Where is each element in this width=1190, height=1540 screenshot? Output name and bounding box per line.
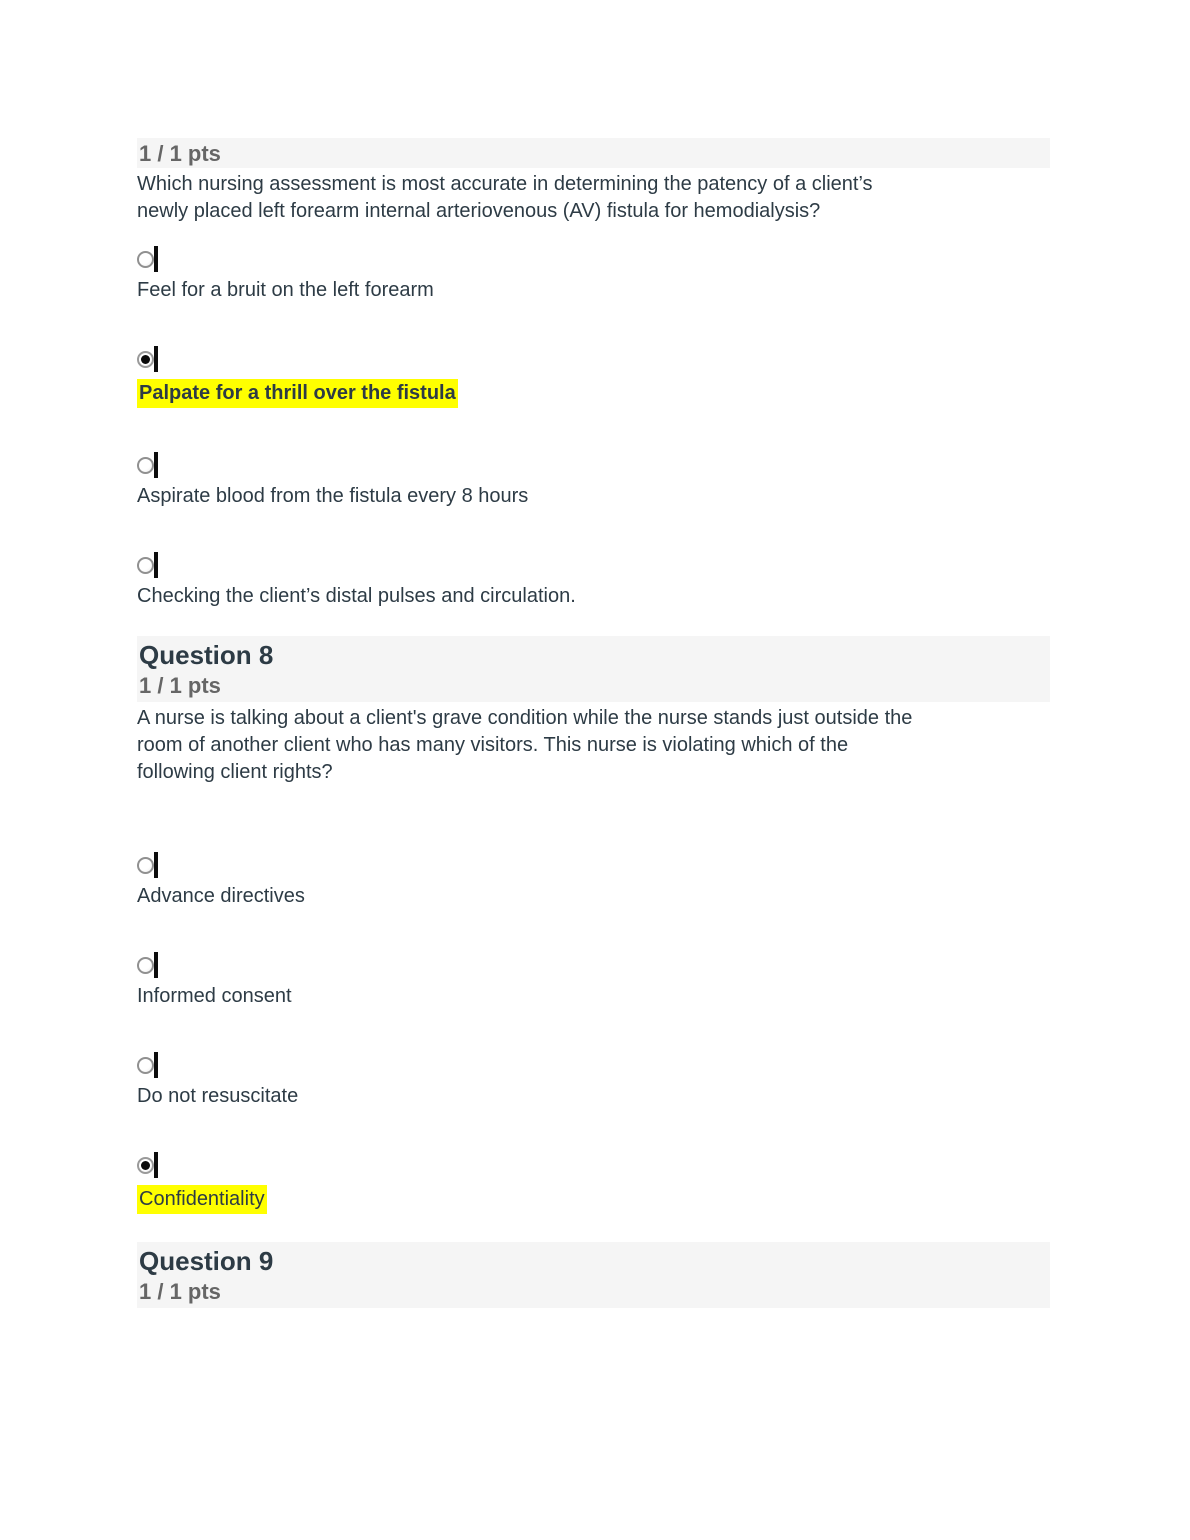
answer-option [137, 1152, 1050, 1214]
question-text [137, 705, 1050, 786]
question-text-line: newly placed left forearm internal arteriovenous (AV) fistula for hemodialysis? [137, 200, 821, 222]
radio-row [137, 452, 1050, 478]
answer-option-label: Aspirate blood from the fistula every 8 hours [137, 485, 529, 507]
text-caret [154, 852, 158, 878]
radio-row [137, 1152, 1050, 1178]
answer-option-label: Advance directives [137, 885, 305, 907]
radio-row [137, 1052, 1050, 1078]
answer-option-label [137, 379, 1050, 408]
radio-row [137, 852, 1050, 878]
radio-row [137, 552, 1050, 578]
radio-unselected-icon[interactable] [137, 251, 154, 268]
answer-option-label: Do not resuscitate [137, 1085, 299, 1107]
answer-option [137, 452, 1050, 508]
text-caret [154, 1152, 158, 1178]
radio-row [137, 246, 1050, 272]
answer-option-label [137, 1185, 1050, 1214]
text-caret [154, 552, 158, 578]
quiz-content-column [137, 0, 1050, 1308]
highlighted-answer: Confidentiality [137, 1185, 267, 1214]
answer-option [137, 952, 1050, 1008]
radio-unselected-icon[interactable] [137, 557, 154, 574]
question-block-8 [137, 636, 1050, 1214]
answer-option [137, 246, 1050, 302]
question-points: 1 / 1 pts [139, 1279, 221, 1304]
answer-option [137, 852, 1050, 908]
answer-option-label: Informed consent [137, 985, 292, 1007]
radio-row [137, 952, 1050, 978]
question-block-7 [137, 138, 1050, 608]
text-caret [154, 246, 158, 272]
question-points: 1 / 1 pts [139, 141, 221, 166]
text-caret [154, 1052, 158, 1078]
question-header-bar [137, 636, 1050, 702]
text-caret [154, 346, 158, 372]
answer-option [137, 1052, 1050, 1108]
answer-options [137, 246, 1050, 608]
radio-unselected-icon[interactable] [137, 457, 154, 474]
question-header-bar [137, 1242, 1050, 1308]
question-text-line: Which nursing assessment is most accurate in determining the patency of a client’s [137, 173, 873, 195]
answer-option-label: Feel for a bruit on the left forearm [137, 279, 434, 301]
question-text-line: A nurse is talking about a client's grave condition while the nurse stands just outside the [137, 707, 913, 729]
question-points: 1 / 1 pts [139, 673, 221, 698]
radio-unselected-icon[interactable] [137, 857, 154, 874]
radio-selected-icon[interactable] [137, 351, 154, 368]
answer-option [137, 346, 1050, 408]
text-caret [154, 452, 158, 478]
answer-options [137, 852, 1050, 1214]
question-title: Question 8 [139, 640, 274, 670]
radio-unselected-icon[interactable] [137, 957, 154, 974]
question-title: Question 9 [139, 1246, 274, 1276]
question-points-bar [137, 138, 1050, 168]
answer-option-label: Checking the client’s distal pulses and circulation. [137, 585, 576, 607]
question-text-line: room of another client who has many visitors. This nurse is violating which of the [137, 734, 849, 756]
question-text-line: following client rights? [137, 761, 333, 783]
question-block-9 [137, 1242, 1050, 1308]
answer-option [137, 552, 1050, 608]
radio-selected-icon[interactable] [137, 1157, 154, 1174]
radio-unselected-icon[interactable] [137, 1057, 154, 1074]
radio-row [137, 346, 1050, 372]
question-text [137, 171, 1050, 225]
text-caret [154, 952, 158, 978]
highlighted-answer: Palpate for a thrill over the fistula [137, 379, 458, 408]
